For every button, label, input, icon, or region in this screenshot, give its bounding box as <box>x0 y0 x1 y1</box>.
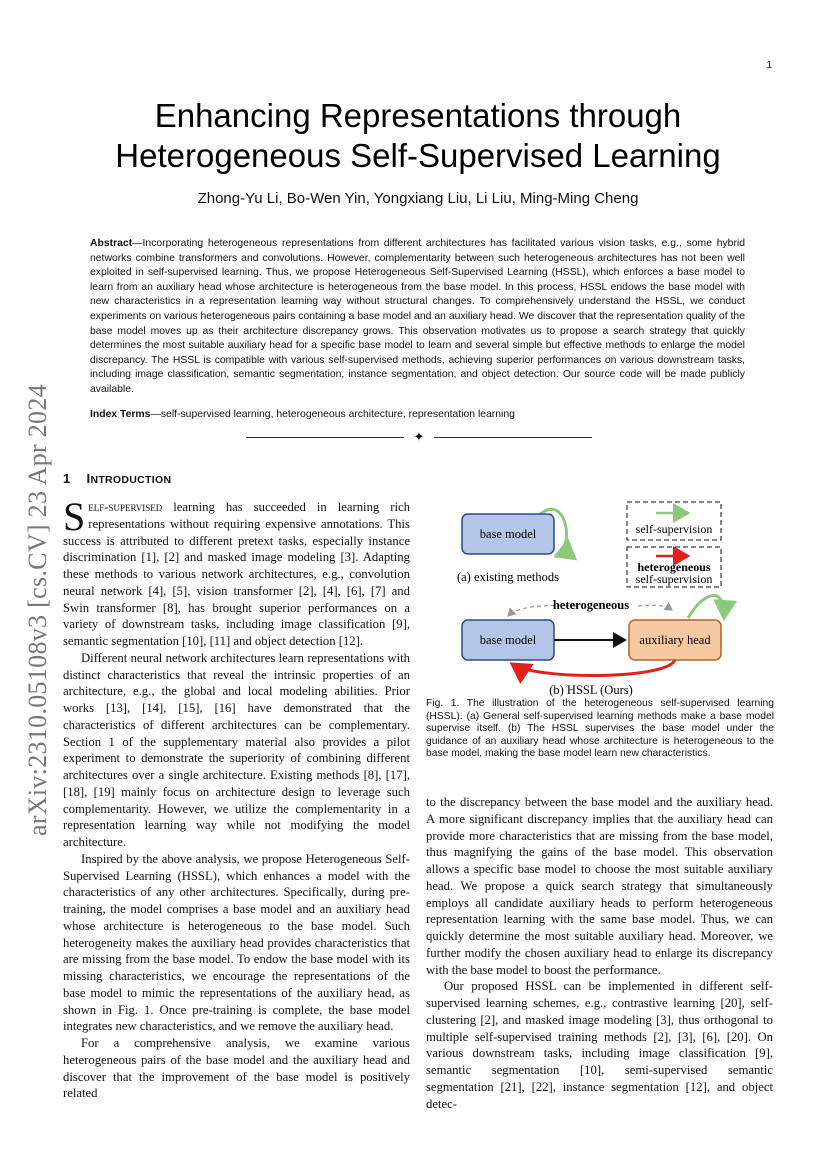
base-model-label-b: base model <box>479 633 537 647</box>
intro-paragraph-2: Different neural network architectures learn representations with distinct characteristics that reveal the intrinsic properties of an architecture, e.g., the global and local modeling abilities. Prior works [13], [14], [15], [16] have demonstrated that the characteristics of different architectures can be complementary. Section 1 of the supplementary material also provides a pilot experiment to demonstrate the superiority of combining different architectures over a single architecture. Existing methods [8], [17], [18], [19] mainly focus on architecture design to leverage such complementarity. However, we utilize the complementarity in a representation learning way while not modifying the model architecture. <box>63 650 410 849</box>
right-column <box>426 794 773 1112</box>
legend-heterogeneous: heterogeneous <box>637 560 711 574</box>
section-divider <box>246 430 592 446</box>
section-title-rest: NTRODUCTION <box>90 474 172 486</box>
intro-paragraph-4: For a comprehensive analysis, we examine various heterogeneous pairs of the base model and the auxiliary head and discover that the improvement of the base model is positively related <box>63 1036 410 1101</box>
drop-cap: S <box>63 494 86 539</box>
intro-paragraph-1 <box>63 494 410 650</box>
abstract-label: Abstract <box>90 238 133 249</box>
supervision-arrow-red <box>512 660 675 676</box>
intro-paragraph-4-continued: to the discrepancy between the base model and the auxiliary head. A more significant discrepancy implies that the auxiliary head can provide more characteristics that are missing from the base model, thus magnifying the gains of the base model. This observation allows a specific base model to choose the most suitable auxiliary head. We propose a quick search strategy that simultaneously employs all candidate auxiliary heads to perform heterogeneous representation learning with the same base model. Thus, we can quickly determine the most suitable auxiliary head. Moreover, we further modify the chosen auxiliary head to enlarge its discrepancy with the base model to boost the performance. <box>426 795 773 977</box>
figure-1 <box>426 498 774 698</box>
divider-star-icon: ✦ <box>413 429 425 444</box>
index-terms-label: Index Terms <box>90 409 151 420</box>
divider-line-right <box>434 437 592 438</box>
auxiliary-head-label: auxiliary head <box>639 633 711 647</box>
base-model-label-a: base model <box>479 527 537 541</box>
intro-lead: elf-supervised <box>88 500 163 514</box>
intro-paragraph-5: Our proposed HSSL can be implemented in different self-supervised learning schemes, e.g., contrastive learning [20], self-clustering [2], and masked image modeling [3], thus orthogonal to multiple self-supervised training methods [2], [3], [6], [20]. On various downstream tasks, including image classification [9], semantic segmentation [10], semi-supervised semantic segmentation [21], [22], instance segmentation [12], and object detec- <box>426 979 773 1111</box>
intro-p1-text: learning has succeeded in learning rich representations without requiring expensive annotations. This success is attributed to different pretext tasks, especially instance discrimination [1], [2] and masked image modeling [3]. Adapting these methods to various network architectures, e.g., convolution neural network [4], [5], vision transformer [2], [4], [6], [7] and Swin transformer [8], has brought superior performances on a variety of downstream tasks, including image classification [9], semantic segmentation [10], [11] and object detection [12]. <box>63 500 410 648</box>
paper-title: Enhancing Representations through Heterogeneous Self-Supervised Learning <box>115 97 721 174</box>
subcaption-a: (a) existing methods <box>456 570 560 584</box>
section-title-initial: I <box>86 471 91 486</box>
arxiv-watermark <box>18 360 58 860</box>
intro-paragraph-3: Inspired by the above analysis, we propose Heterogeneous Self-Supervised Learning (HSSL), which enhances a model with the characteristics of any other architectures. Specifically, during pre-training, the model comprises a base model and an auxiliary head whose architecture is heterogeneous to the base model. Such heterogeneity makes the auxiliary head provides characteristics that are missing from the base model. To endow the base model with its missing characteristics, we encourage the representations of the base model to mimic the representations of the auxiliary head, as shown in Fig. 1. Once pre-training is complete, the base model integrates new characteristics, and we remove the auxiliary head. <box>63 851 410 1034</box>
authors: Zhong-Yu Li, Bo-Wen Yin, Yongxiang Liu, Li Liu, Ming-Ming Cheng <box>197 190 639 207</box>
left-column <box>63 494 410 1102</box>
figure-caption: Fig. 1. The illustration of the heterogeneous self-supervised learning (HSSL). (a) General self-supervised learning methods make a base model supervise itself. (b) The HSSL supervises the base model under the guidance of an auxiliary head whose architecture is heterogeneous to the base model, making the base model learn new characteristics. <box>426 698 774 760</box>
section-heading <box>63 471 171 486</box>
page-number: 1 <box>766 60 772 71</box>
self-loop-arrow-b <box>688 596 724 619</box>
legend-self-supervision: self-supervision <box>635 522 713 536</box>
abstract <box>90 237 745 398</box>
legend-hetero-self-supervision: self-supervision <box>635 572 713 586</box>
abstract-text: —Incorporating heterogeneous representations from different architectures has facilitated various vision tasks, e.g., some hybrid networks combine transformers and convolutions. However, complementarity between such heterogeneous architectures has not been well exploited in self-supervised learning. Thus, we propose Heterogeneous Self-Supervised Learning (HSSL), which enforces a base model to learn from an auxiliary head whose architecture is heterogeneous from the base model. In this process, HSSL endows the base model with new characteristics in a representation learning way without structural changes. To comprehensively understand the HSSL, we conduct experiments on various heterogeneous pairs containing a base model and an auxiliary head. We discover that the representation quality of the base model moves up as their architecture discrepancy grows. This observation motivates us to propose a search strategy that quickly determines the most suitable auxiliary head for a specific base model to learn and several simple but effective methods to enlarge the model discrepancy. The HSSL is compatible with various self-supervised methods, achieving superior performances on various downstream tasks, including image classification, semantic segmentation, instance segmentation, and object detection. Our source code will be made publicly available. <box>90 238 745 395</box>
hetero-dashed-right <box>638 605 672 610</box>
heterogeneous-label: heterogeneous <box>552 598 630 612</box>
divider-line-left <box>246 437 404 438</box>
index-terms <box>90 408 745 423</box>
section-number: 1 <box>63 471 71 486</box>
subcaption-b: (b) HSSL (Ours) <box>549 683 633 697</box>
arxiv-id: arXiv:2310.05108v3 [cs.CV] 23 Apr 2024 <box>23 384 52 836</box>
index-terms-text: —self-supervised learning, heterogeneous architecture, representation learning <box>150 409 515 420</box>
